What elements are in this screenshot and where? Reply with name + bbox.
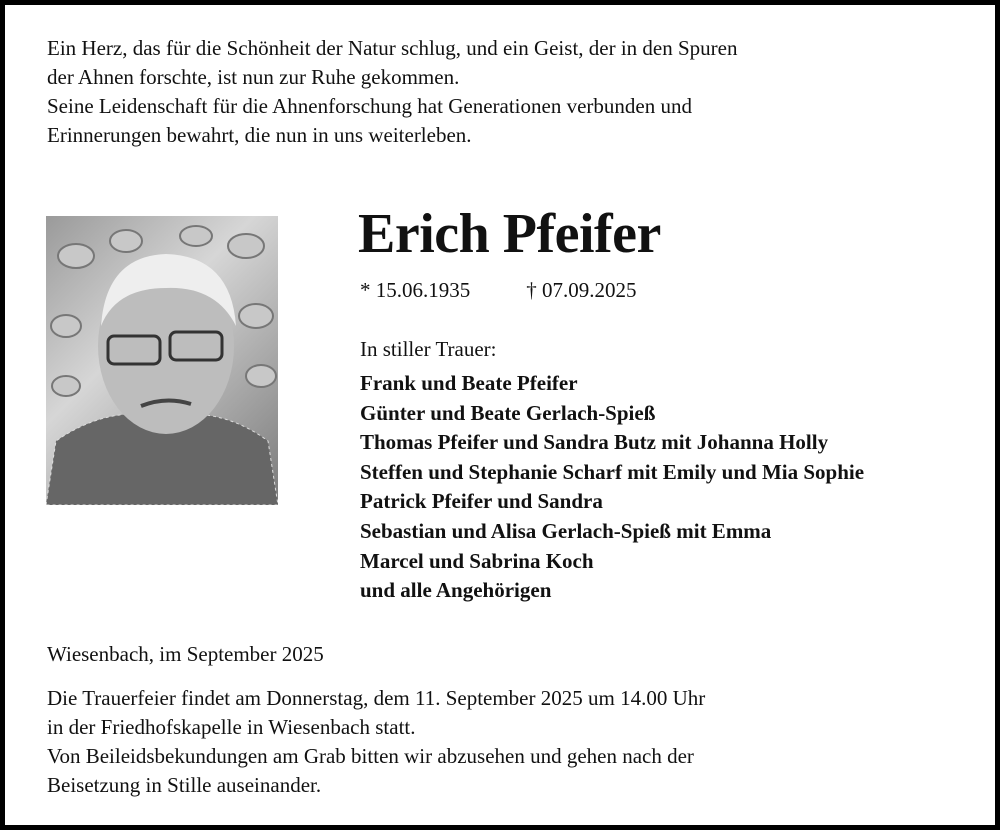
birth-date: * 15.06.1935 [360,278,471,302]
family-member: Frank und Beate Pfeifer [360,371,578,395]
family-list [360,369,864,606]
family-member: Patrick Pfeifer und Sandra [360,489,603,514]
family-member: Günter und Beate Gerlach-Spieß [360,400,656,425]
intro-line: Seine Leidenschaft für die Ahnenforschung hat Generationen verbunden und [47,94,692,118]
family-member: Steffen und Stephanie Scharf mit Emily und Mia Sophie [360,459,865,484]
funeral-line: Die Trauerfeier findet am Donnerstag, dem 11. September 2025 um 14.00 Uhr [47,686,706,710]
funeral-info [47,684,705,800]
family-member: Marcel und Sabrina Koch [360,548,594,573]
life-dates [360,278,637,303]
intro-line: der Ahnen forschte, ist nun zur Ruhe gekommen. [47,65,460,89]
place-date: Wiesenbach, im September 2025 [47,642,324,666]
funeral-line: Beisetzung in Stille auseinander. [47,773,322,797]
intro-line: Ein Herz, das für die Schönheit der Natur schlug, und ein Geist, der in den Spuren [47,36,738,60]
family-member: und alle Angehörigen [360,578,552,603]
deceased-name: Erich Pfeifer [358,203,661,265]
death-date: † 07.09.2025 [526,278,637,302]
portrait-photo [46,216,278,505]
intro-text [47,34,738,150]
family-member: Thomas Pfeifer und Sandra Butz mit Johanna Holly [360,430,829,455]
funeral-line: in der Friedhofskapelle in Wiesenbach statt. [47,715,416,739]
mourning-label: In stiller Trauer: [360,337,497,361]
family-member: Sebastian und Alisa Gerlach-Spieß mit Emma [360,518,772,543]
intro-line: Erinnerungen bewahrt, die nun in uns weiterleben. [47,123,472,147]
funeral-line: Von Beileidsbekundungen am Grab bitten wir abzusehen und gehen nach der [47,744,694,768]
